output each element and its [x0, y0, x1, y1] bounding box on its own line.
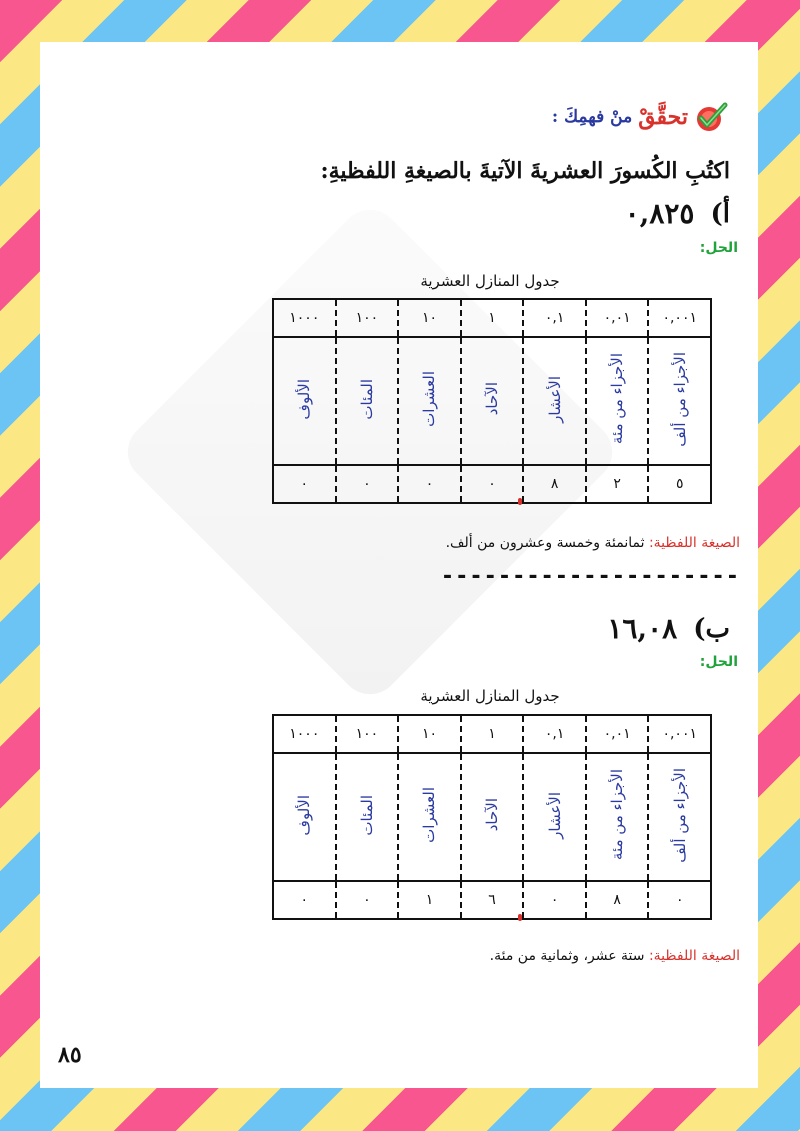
place-name: الأجزاء من ألف — [670, 351, 689, 447]
digit-cell: ٠ — [648, 881, 711, 919]
place-value-cell: ١٠٠٠ — [273, 299, 336, 337]
place-name-cell — [273, 753, 336, 881]
decimal-point-marker — [518, 498, 522, 505]
place-value-table-b — [272, 714, 712, 920]
heading-title-rest: منْ فهمِكَ : — [551, 107, 633, 127]
verbal-form-text: ثمانمئة وخمسة وعشرون من ألف. — [445, 535, 645, 551]
digit-cell: ٥ — [648, 465, 711, 503]
place-value-cell: ١٠ — [398, 715, 461, 753]
place-name-cell — [586, 337, 649, 465]
verbal-form-label: الصيغة اللفظية: — [648, 535, 740, 551]
digit-cell: ٠ — [461, 465, 524, 503]
table-title-a: جدول المنازل العشرية — [420, 272, 560, 290]
digit-cell: ٠ — [336, 881, 399, 919]
digit-cell: ٠ — [336, 465, 399, 503]
place-name-cell — [273, 337, 336, 465]
solution-label-a: الحل: — [699, 240, 738, 256]
verbal-form-text: ستة عشر، وثمانية من مئة. — [489, 948, 645, 964]
instruction-text: اكتُبِ الكُسورَ العشريةَ الآتيةَ بالصيغةِ اللفظيةِ: — [320, 158, 730, 184]
place-name: الأجزاء من مئة — [608, 353, 627, 445]
digit-cell: ١ — [398, 881, 461, 919]
digit-cell: ٦ — [461, 881, 524, 919]
place-name-cell — [523, 337, 586, 465]
problem-b — [607, 612, 730, 645]
solution-label-b: الحل: — [699, 654, 738, 670]
digit-cell: ٠ — [273, 881, 336, 919]
place-value-cell: ١ — [461, 715, 524, 753]
place-name: المئات — [357, 378, 376, 420]
table-title-b: جدول المنازل العشرية — [420, 687, 560, 705]
place-name: العشرات — [420, 787, 439, 843]
decimal-point-marker — [518, 914, 522, 921]
checkmark-icon — [694, 100, 728, 134]
place-value-cell: ٠,٠٠١ — [648, 715, 711, 753]
place-name: الآحاد — [483, 382, 502, 416]
place-value-cell: ١٠٠ — [336, 299, 399, 337]
place-value-table-a — [272, 298, 712, 504]
problem-a-letter: أ) — [710, 198, 730, 229]
place-value-cell: ٠,٠١ — [586, 715, 649, 753]
digit-cell: ٨ — [523, 465, 586, 503]
place-name-cell — [461, 753, 524, 881]
digit-cell: ٠ — [273, 465, 336, 503]
place-name: الألوف — [295, 794, 314, 836]
place-name: الأجزاء من ألف — [670, 767, 689, 863]
place-name-cell — [398, 753, 461, 881]
place-name: الأجزاء من مئة — [608, 769, 627, 861]
check-understanding-heading — [552, 100, 728, 134]
place-name: الألوف — [295, 378, 314, 420]
problem-b-number: ١٦,٠٨ — [607, 612, 678, 645]
place-value-cell: ١ — [461, 299, 524, 337]
place-name: المئات — [357, 794, 376, 836]
separator-line: --------------------- — [440, 564, 740, 589]
digit-cell: ٠ — [523, 881, 586, 919]
place-value-cell: ٠,٠٠١ — [648, 299, 711, 337]
place-name: العشرات — [420, 371, 439, 427]
place-name-cell — [648, 337, 711, 465]
place-value-cell: ١٠ — [398, 299, 461, 337]
place-value-cell: ٠,٠١ — [586, 299, 649, 337]
place-name-cell — [336, 337, 399, 465]
problem-b-letter: ب) — [693, 613, 730, 644]
heading-title-main: تحقَّقْ — [638, 104, 688, 130]
verbal-form-label: الصيغة اللفظية: — [648, 948, 740, 964]
place-value-cell: ١٠٠ — [336, 715, 399, 753]
page-sheet — [40, 42, 758, 1088]
place-name: الأعشار — [545, 375, 564, 423]
place-name: الأعشار — [545, 791, 564, 839]
place-name-cell — [586, 753, 649, 881]
place-name-cell — [461, 337, 524, 465]
place-name-cell — [398, 337, 461, 465]
place-value-cell: ٠,١ — [523, 299, 586, 337]
digit-cell: ٠ — [398, 465, 461, 503]
problem-a-number: ٠,٨٢٥ — [624, 197, 695, 230]
place-value-cell: ٠,١ — [523, 715, 586, 753]
problem-a — [625, 197, 730, 230]
place-name: الآحاد — [483, 798, 502, 832]
verbal-form-b — [490, 948, 740, 964]
place-name-cell — [523, 753, 586, 881]
digit-cell: ٨ — [586, 881, 649, 919]
digit-cell: ٢ — [586, 465, 649, 503]
place-name-cell — [336, 753, 399, 881]
verbal-form-a — [446, 535, 740, 551]
place-value-cell: ١٠٠٠ — [273, 715, 336, 753]
place-name-cell — [648, 753, 711, 881]
page-number: ٨٥ — [58, 1042, 82, 1068]
